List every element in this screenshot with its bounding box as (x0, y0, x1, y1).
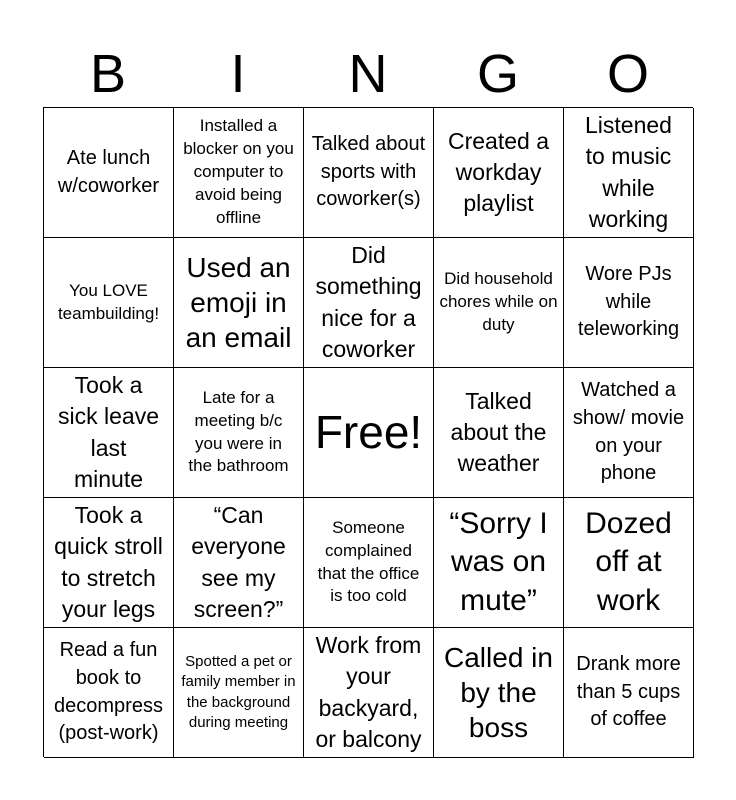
bingo-header (43, 40, 693, 108)
cell-text: “Sorry I was on mute” (449, 506, 548, 617)
cell-text: Someone complained that the office is too cold (317, 517, 420, 606)
bingo-cell[interactable] (564, 498, 694, 628)
header-letter-n: N (348, 44, 388, 104)
header-letter-o: O (606, 44, 649, 104)
bingo-cell[interactable] (304, 628, 434, 758)
cell-text: Late for a meeting b/c you were in the bathroom (188, 387, 289, 476)
bingo-cell[interactable] (434, 108, 564, 238)
cell-text: Watched a show/ movie on your phone (572, 379, 685, 485)
bingo-cell[interactable] (174, 498, 304, 628)
bingo-cell[interactable] (44, 238, 174, 368)
cell-text: Talked about sports with coworker(s) (311, 133, 426, 211)
bingo-cell[interactable] (304, 108, 434, 238)
cell-text: You LOVE teambuilding! (57, 280, 160, 323)
cell-text: Spotted a pet or family member in the background during meeting (181, 653, 296, 731)
bingo-cell[interactable] (434, 498, 564, 628)
bingo-grid (43, 107, 693, 757)
cell-text: Listened to music while working (585, 112, 672, 232)
cell-text: Wore PJs while teleworking (577, 263, 680, 341)
bingo-cell[interactable] (44, 498, 174, 628)
cell-text: Created a workday playlist (447, 127, 549, 217)
bingo-cell[interactable] (434, 628, 564, 758)
cell-text: Called in by the boss (444, 642, 553, 743)
bingo-cell[interactable] (434, 238, 564, 368)
cell-text: Dozed off at work (585, 506, 672, 617)
bingo-cell[interactable] (304, 238, 434, 368)
cell-text: Installed a blocker on you computer to avoid being offline (183, 116, 294, 227)
bingo-cell[interactable] (174, 368, 304, 498)
cell-text: Did something nice for a coworker (315, 242, 422, 362)
cell-text: Work from your backyard, or balcony (315, 632, 422, 752)
cell-text: Used an emoji in an email (185, 252, 292, 353)
bingo-cell[interactable] (174, 108, 304, 238)
cell-text: Read a fun book to decompress (post-work) (54, 639, 163, 745)
bingo-cell[interactable] (564, 238, 694, 368)
cell-text: Took a quick stroll to stretch your legs (54, 502, 163, 622)
cell-text: Ate lunch w/coworker (57, 146, 160, 197)
cell-text: “Can everyone see my screen?” (191, 502, 286, 622)
free-space: Free! (314, 406, 423, 459)
bingo-cell[interactable] (564, 368, 694, 498)
cell-text: Drank more than 5 cups of coffee (576, 653, 681, 731)
bingo-cell[interactable] (44, 108, 174, 238)
bingo-cell[interactable] (44, 628, 174, 758)
bingo-cell[interactable] (44, 368, 174, 498)
cell-text: Did household chores while on duty (439, 269, 558, 334)
bingo-cell[interactable] (434, 368, 564, 498)
cell-text: Talked about the weather (450, 387, 547, 477)
cell-text: Took a sick leave last minute (58, 372, 159, 492)
bingo-cell[interactable] (564, 628, 694, 758)
bingo-cell[interactable] (304, 498, 434, 628)
bingo-cell[interactable] (564, 108, 694, 238)
header-letter-i: I (230, 44, 246, 104)
bingo-cell[interactable] (174, 628, 304, 758)
header-letter-g: G (476, 44, 519, 104)
header-letter-b: B (89, 44, 127, 104)
bingo-cell[interactable] (174, 238, 304, 368)
bingo-cell[interactable] (304, 368, 434, 498)
